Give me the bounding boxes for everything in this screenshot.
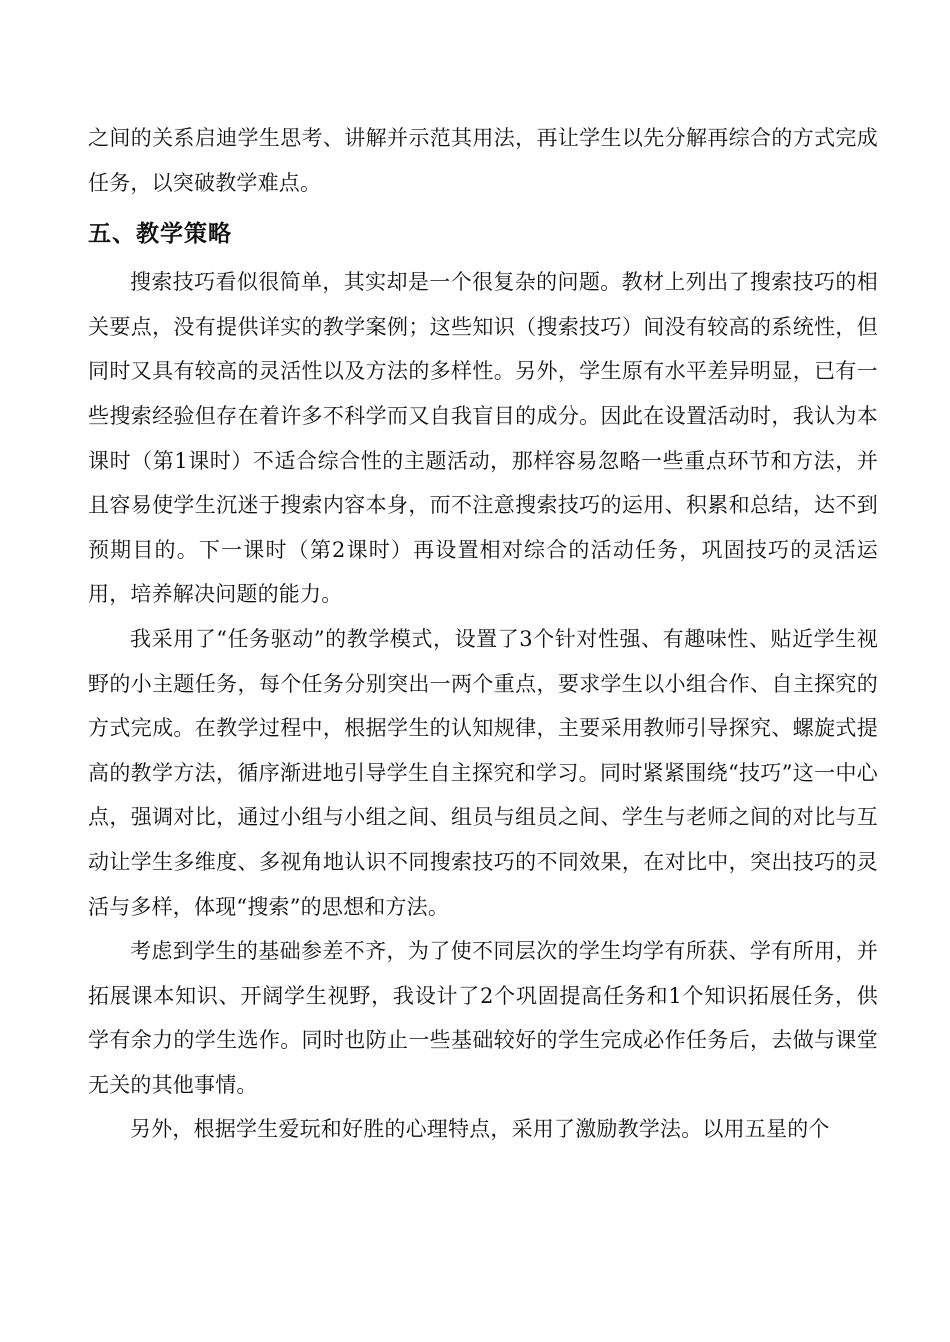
continuation-paragraph: 之间的关系启迪学生思考、讲解并示范其用法，再让学生以先分解再综合的方式完成任务，以突破教学难点。 [88,126,878,195]
strategy-paragraph-2: 我采用了“任务驱动”的教学模式，设置了3个针对性强、有趣味性、贴近学生视野的小主题任务，每个任务分别突出一两个重点，要求学生以小组合作、自主探究的方式完成。在教学过程中，根据学生的认知规律，主要采用教师引导探究、螺旋式提高的教学方法，循序渐进地引导学生自主探究和学习。同时紧紧围绕“技巧”这一中心点，强调对比，通过小组与小组之间、组员与组员之间、学生与老师之间的对比与互动让学生多维度、多视角地认识不同搜索技巧的不同效果，在对比中，突出技巧的灵活与多样，体现“搜索”的思想和方法。 [88,626,878,919]
document-body [88,116,878,1152]
section-heading: 五、教学策略 [88,221,232,248]
strategy-paragraph-3: 考虑到学生的基础参差不齐，为了使不同层次的学生均学有所获、学有所用，并拓展课本知识、开阔学生视野，我设计了2个巩固提高任务和1个知识拓展任务，供学有余力的学生选作。同时也防止一些基础较好的学生完成必作任务后，去做与课堂无关的其他事情。 [88,939,878,1097]
strategy-paragraph-4: 另外，根据学生爱玩和好胜的心理特点，采用了激励教学法。以用五星的个 [130,1117,830,1142]
strategy-paragraph-1: 搜索技巧看似很简单，其实却是一个很复杂的问题。教材上列出了搜索技巧的相关要点，没有提供详实的教学案例；这些知识（搜索技巧）间没有较高的系统性，但同时又具有较高的灵活性以及方法的多样性。另外，学生原有水平差异明显，已有一些搜索经验但存在着许多不科学而又自我盲目的成分。因此在设置活动时，我认为本课时（第1课时）不适合综合性的主题活动，那样容易忽略一些重点环节和方法，并且容易使学生沉迷于搜索内容本身，而不注意搜索技巧的运用、积累和总结，达不到预期目的。下一课时（第2课时）再设置相对综合的活动任务，巩固技巧的灵活运用，培养解决问题的能力。 [88,270,878,607]
